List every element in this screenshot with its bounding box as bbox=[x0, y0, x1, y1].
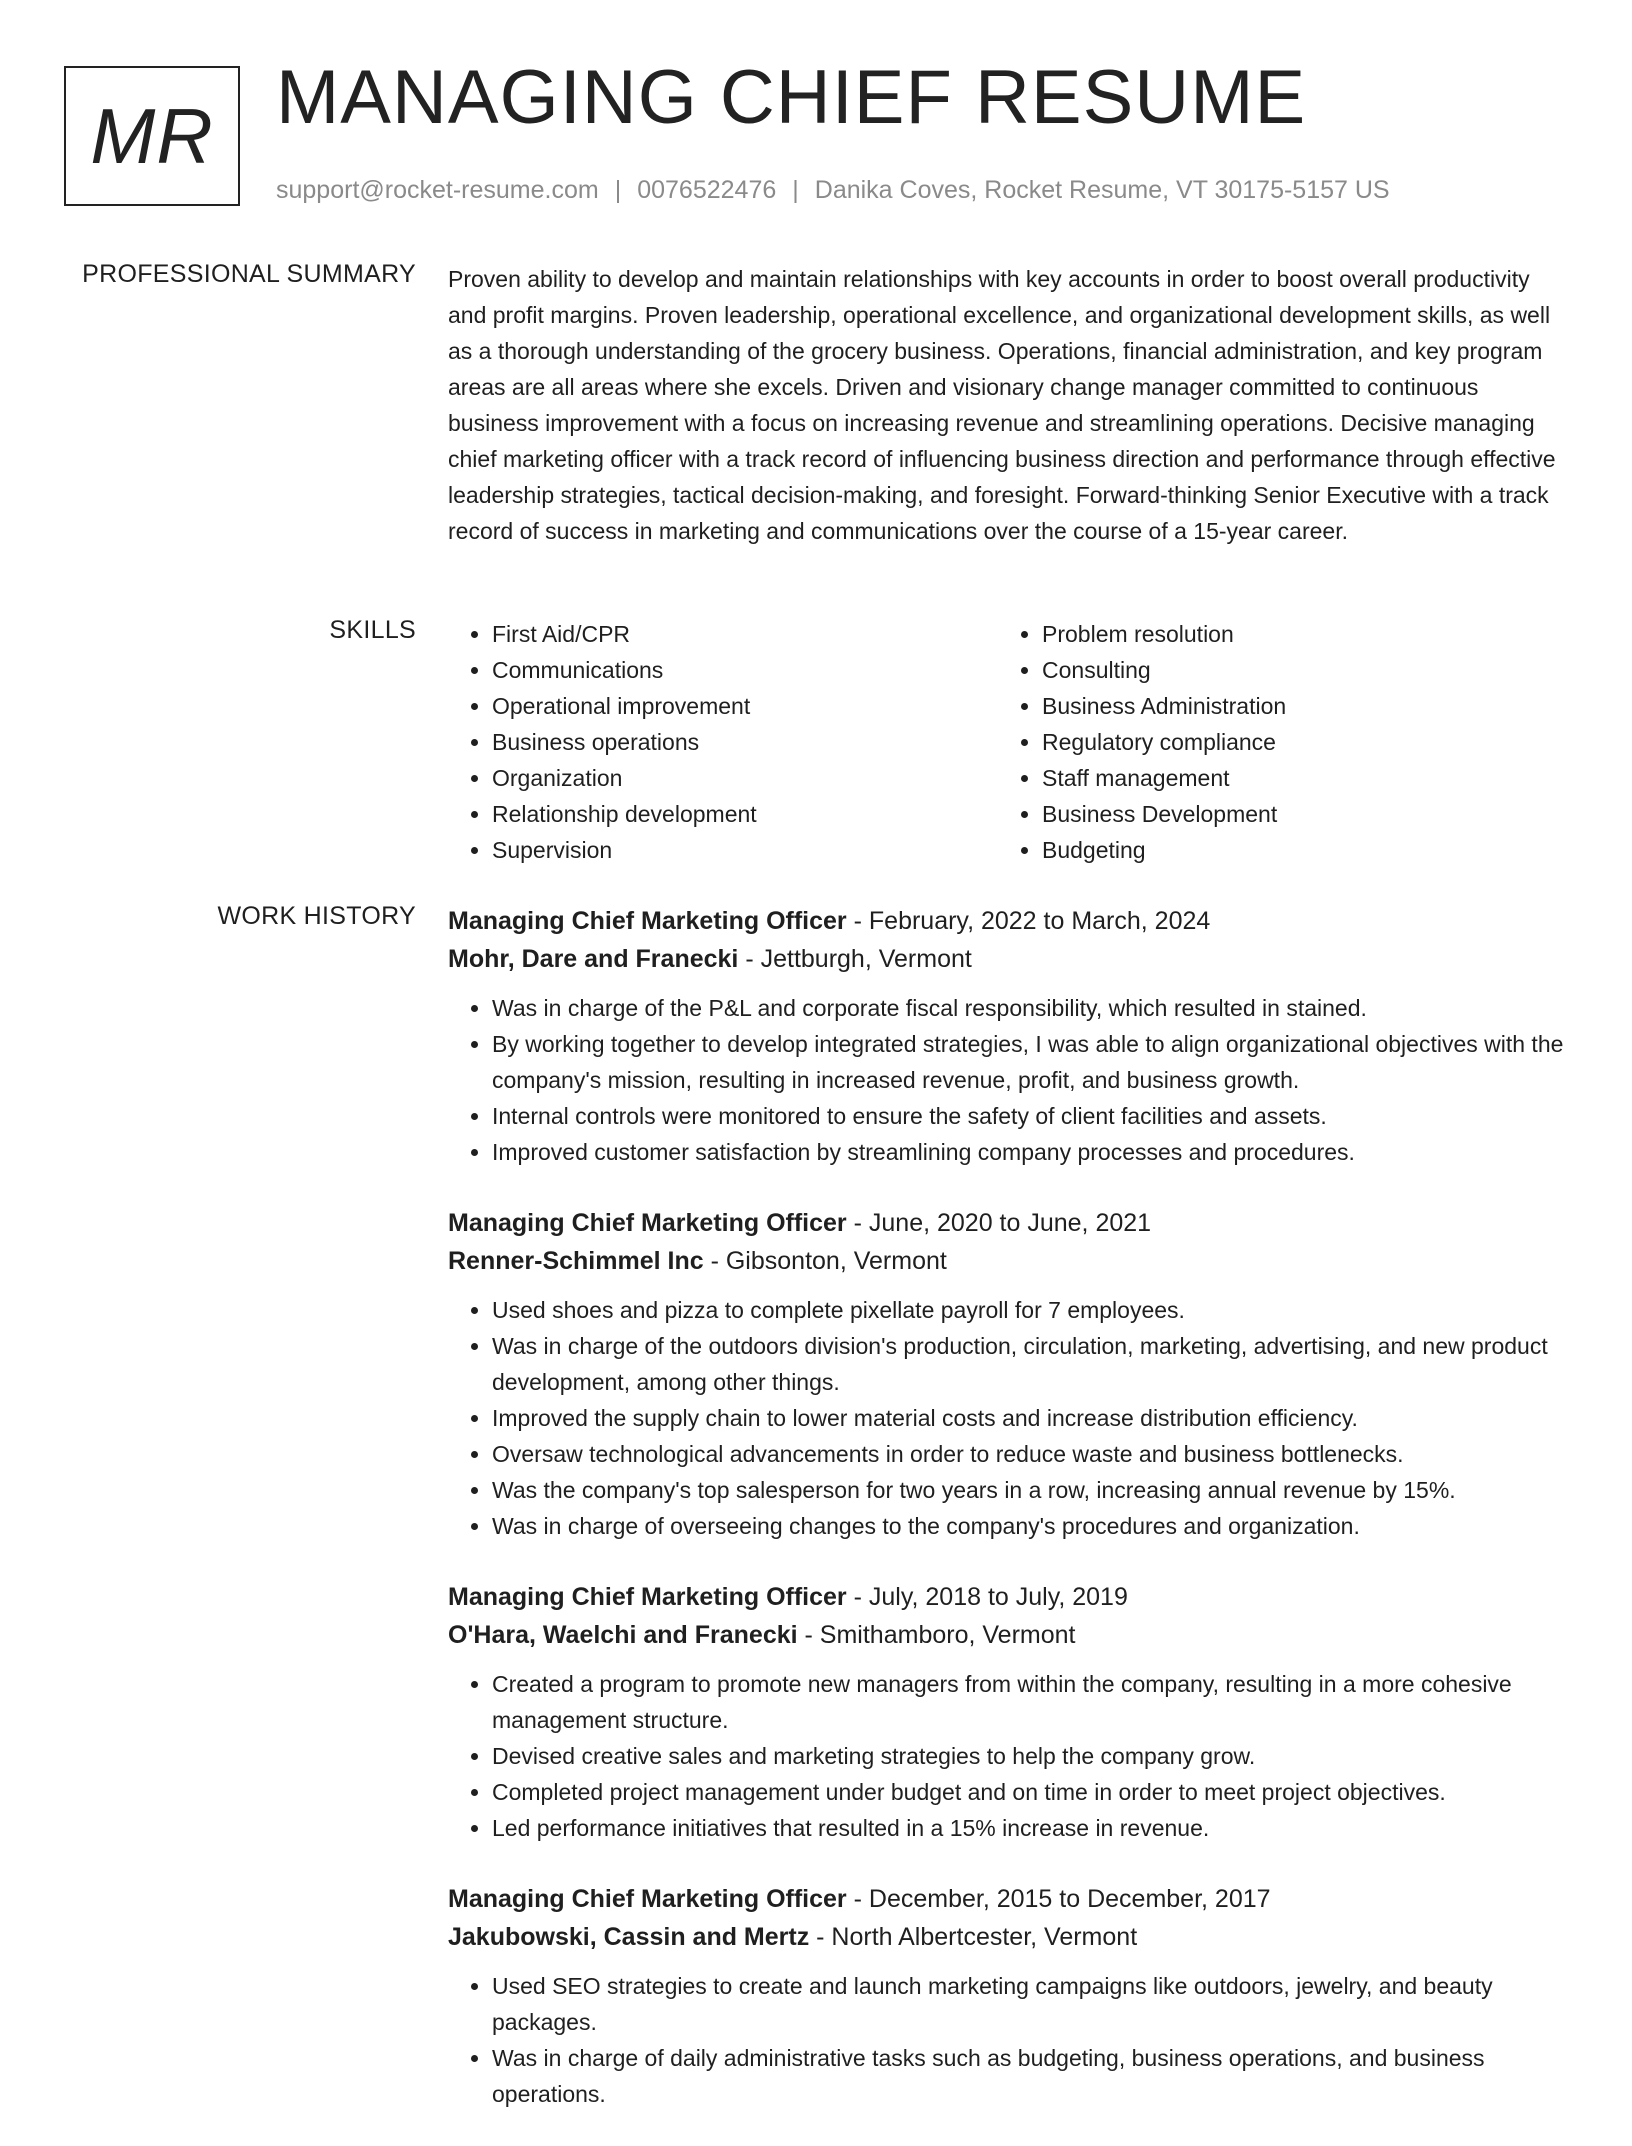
monogram-badge bbox=[64, 66, 240, 206]
skill-item: • Relationship development bbox=[492, 796, 998, 832]
job-dates: - December, 2015 to December, 2017 bbox=[846, 1885, 1271, 1913]
skill-item: • Supervision bbox=[492, 832, 998, 868]
job-entry bbox=[448, 1880, 1568, 2112]
job-bullet: • Improved customer satisfaction by streamlining company processes and procedures. bbox=[492, 1134, 1568, 1170]
skill-item: • First Aid/CPR bbox=[492, 616, 998, 652]
job-company: O'Hara, Waelchi and Franecki bbox=[448, 1621, 798, 1649]
skills-heading: SKILLS bbox=[329, 616, 416, 644]
summary-heading: PROFESSIONAL SUMMARY bbox=[82, 260, 416, 288]
skill-item: • Business Development bbox=[1042, 796, 1548, 832]
job-location: - North Albertcester, Vermont bbox=[809, 1923, 1138, 1951]
job-bullets bbox=[448, 1666, 1568, 1846]
contact-separator: | bbox=[792, 176, 799, 204]
skill-item: • Consulting bbox=[1042, 652, 1548, 688]
job-dates: - June, 2020 to June, 2021 bbox=[846, 1209, 1152, 1237]
contact-phone[interactable]: 0076522476 bbox=[637, 176, 777, 204]
summary-text: Proven ability to develop and maintain relationships with key accounts in order to boost overall productivity and profit margins. Proven leadership, operational excellence, and organizational development skills, as well as a thorough understanding of the grocery business. Operations, financial administration, and key program areas are all areas where she excels. Driven and visionary change manager committed to continuous business improvement with a focus on increasing revenue and streamlining operations. Decisive managing chief marketing officer with a track record of influencing business direction and performance through effective leadership strategies, tactical decision-making, and foresight. Forward-thinking Senior Executive with a track record of success in marketing and communications over the course of a 15-year career. bbox=[448, 266, 1556, 544]
job-bullet: • Was in charge of daily administrative tasks such as budgeting, business operations, and business operations. bbox=[492, 2040, 1568, 2112]
resume-title: MANAGING CHIEF RESUME bbox=[276, 55, 1307, 140]
job-location: - Gibsonton, Vermont bbox=[703, 1247, 947, 1275]
skill-item: • Operational improvement bbox=[492, 688, 998, 724]
job-bullets bbox=[448, 990, 1568, 1170]
contact-line bbox=[276, 176, 1390, 205]
job-bullet: • Created a program to promote new managers from within the company, resulting in a more cohesive management structure. bbox=[492, 1666, 1568, 1738]
skill-item: • Budgeting bbox=[1042, 832, 1548, 868]
job-bullet: • Used SEO strategies to create and launch marketing campaigns like outdoors, jewelry, and beauty packages. bbox=[492, 1968, 1568, 2040]
job-bullet: • Was in charge of the P&L and corporate fiscal responsibility, which resulted in stained. bbox=[492, 990, 1568, 1026]
job-bullet: • Was in charge of the outdoors division's production, circulation, marketing, advertising, and new product development, among other things. bbox=[492, 1328, 1568, 1400]
job-bullet: • Internal controls were monitored to ensure the safety of client facilities and assets. bbox=[492, 1098, 1568, 1134]
job-location: - Smithamboro, Vermont bbox=[797, 1621, 1076, 1649]
job-bullet: • Completed project management under budget and on time in order to meet project objectives. bbox=[492, 1774, 1568, 1810]
job-bullet: • Was in charge of overseeing changes to the company's procedures and organization. bbox=[492, 1508, 1568, 1544]
job-dates: - July, 2018 to July, 2019 bbox=[846, 1583, 1128, 1611]
job-bullet: • By working together to develop integrated strategies, I was able to align organizational objectives with the company's mission, resulting in increased revenue, profit, and business growth. bbox=[492, 1026, 1568, 1098]
contact-address: Danika Coves, Rocket Resume, VT 30175-5157 US bbox=[814, 176, 1390, 204]
job-title: Managing Chief Marketing Officer bbox=[448, 1209, 847, 1237]
skills-list-left bbox=[448, 616, 998, 868]
job-title: Managing Chief Marketing Officer bbox=[448, 1583, 847, 1611]
job-bullet: • Oversaw technological advancements in order to reduce waste and business bottlenecks. bbox=[492, 1436, 1568, 1472]
contact-separator: | bbox=[614, 176, 622, 204]
job-title: Managing Chief Marketing Officer bbox=[448, 1885, 847, 1913]
skill-item: • Organization bbox=[492, 760, 998, 796]
skill-item: • Business Administration bbox=[1042, 688, 1548, 724]
skill-item: • Business operations bbox=[492, 724, 998, 760]
skill-item: • Staff management bbox=[1042, 760, 1548, 796]
job-dates: - February, 2022 to March, 2024 bbox=[846, 907, 1211, 935]
skill-item: • Communications bbox=[492, 652, 998, 688]
job-company: Renner-Schimmel Inc bbox=[448, 1247, 704, 1275]
job-entry bbox=[448, 1578, 1568, 1846]
job-company: Jakubowski, Cassin and Mertz bbox=[448, 1923, 810, 1951]
contact-email[interactable]: support@rocket-resume.com bbox=[276, 176, 599, 204]
job-bullet: • Used shoes and pizza to complete pixellate payroll for 7 employees. bbox=[492, 1292, 1568, 1328]
skill-item: • Regulatory compliance bbox=[1042, 724, 1548, 760]
job-bullets bbox=[448, 1292, 1568, 1544]
job-title: Managing Chief Marketing Officer bbox=[448, 907, 847, 935]
job-bullet: • Improved the supply chain to lower material costs and increase distribution efficiency. bbox=[492, 1400, 1568, 1436]
job-entry bbox=[448, 902, 1568, 1170]
monogram-initials: MR bbox=[90, 91, 214, 180]
job-company: Mohr, Dare and Franecki bbox=[448, 945, 739, 973]
job-bullet: • Was the company's top salesperson for two years in a row, increasing annual revenue by 15%. bbox=[492, 1472, 1568, 1508]
job-bullet: • Led performance initiatives that resulted in a 15% increase in revenue. bbox=[492, 1810, 1568, 1846]
job-entry bbox=[448, 1204, 1568, 1544]
skill-item: • Problem resolution bbox=[1042, 616, 1548, 652]
work-history-heading: WORK HISTORY bbox=[217, 902, 416, 930]
skills-list-right bbox=[998, 616, 1548, 868]
job-bullet: • Devised creative sales and marketing strategies to help the company grow. bbox=[492, 1738, 1568, 1774]
job-location: - Jettburgh, Vermont bbox=[738, 945, 972, 973]
job-bullets bbox=[448, 1968, 1568, 2112]
